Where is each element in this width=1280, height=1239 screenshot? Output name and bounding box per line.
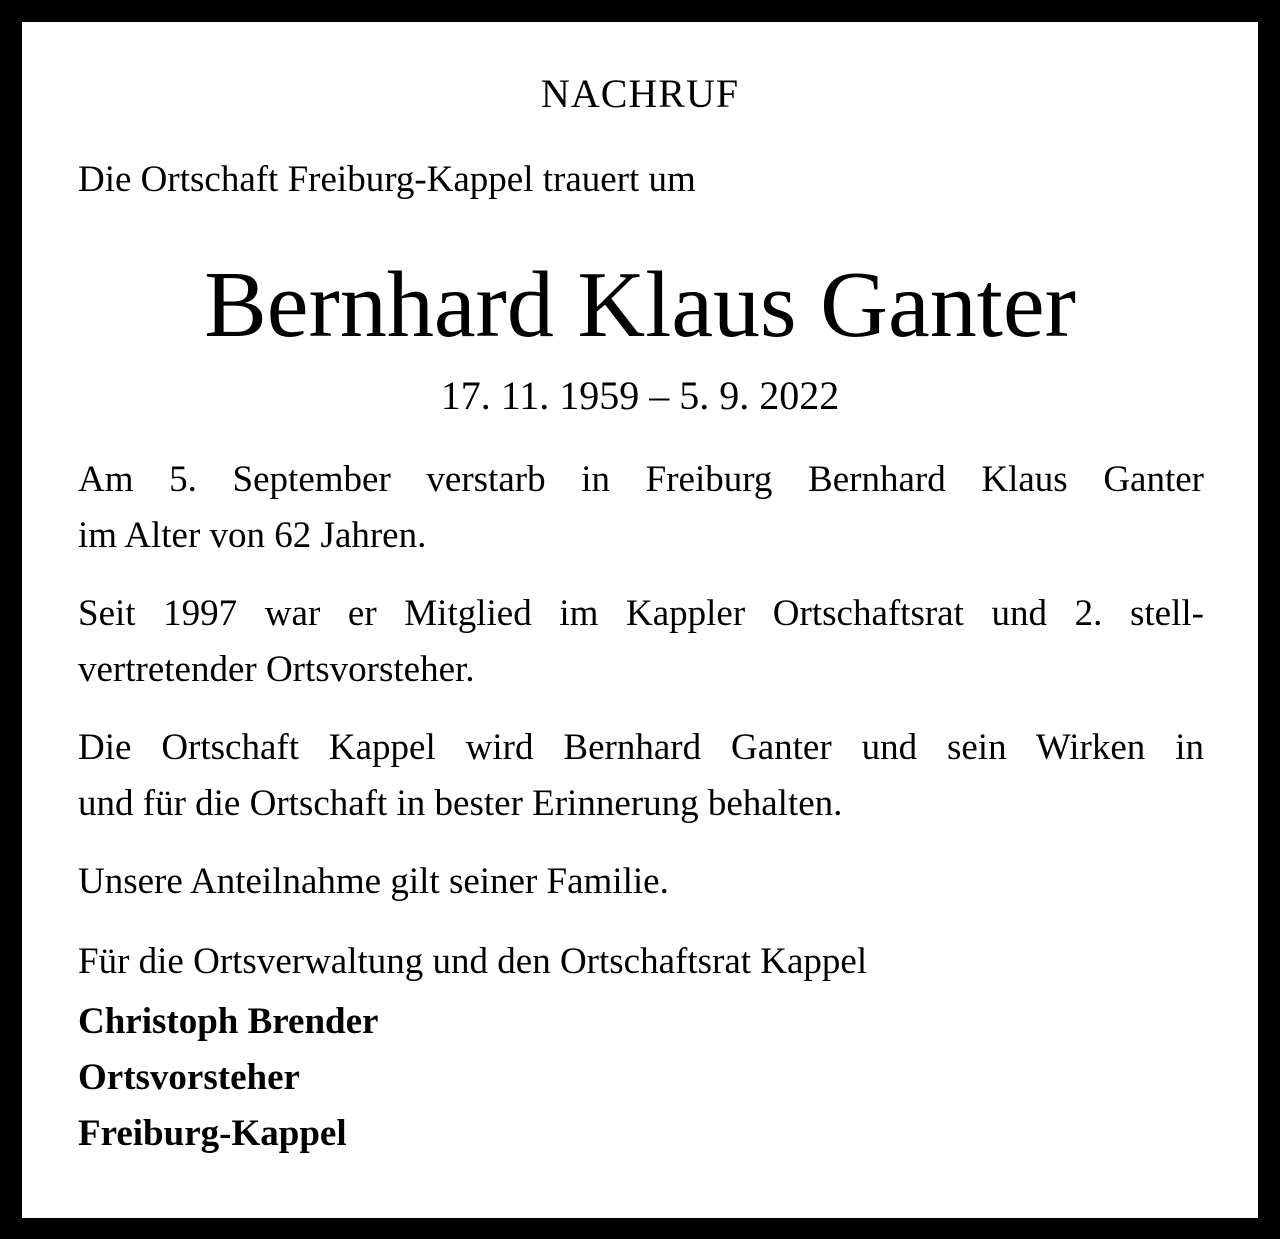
notice-heading: NACHRUF bbox=[540, 71, 740, 116]
deceased-name: Bernhard Klaus Ganter bbox=[204, 253, 1076, 357]
signatory-place: Freiburg-Kappel bbox=[78, 1113, 347, 1154]
paragraph-line: Am 5. September verstarb in Freiburg Bernhard Klaus Ganter bbox=[78, 459, 1204, 500]
paragraph-line: Seit 1997 war er Mitglied im Kappler Ortschaftsrat und 2. stell- bbox=[78, 593, 1204, 634]
paragraph-council-membership bbox=[78, 586, 1204, 698]
paragraph-remembrance bbox=[78, 720, 1204, 832]
intro-text: Die Ortschaft Freiburg-Kappel trauert um bbox=[78, 159, 696, 200]
paragraph-line: vertretender Ortsvorsteher. bbox=[78, 649, 475, 690]
paragraph-on-behalf bbox=[78, 934, 1204, 990]
paragraph-condolences bbox=[78, 854, 1204, 910]
signatory-title: Ortsvorsteher bbox=[78, 1057, 300, 1098]
paragraph-line: Für die Ortsverwaltung und den Ortschaftsrat Kappel bbox=[78, 941, 868, 982]
life-dates: 17. 11. 1959 – 5. 9. 2022 bbox=[440, 373, 840, 418]
signatory-name: Christoph Brender bbox=[78, 1001, 379, 1042]
paragraph-line: im Alter von 62 Jahren. bbox=[78, 515, 427, 556]
obituary-notice bbox=[22, 22, 1258, 1218]
paragraph-line: Die Ortschaft Kappel wird Bernhard Ganter und sein Wirken in bbox=[78, 727, 1204, 768]
paragraph-line: und für die Ortschaft in bester Erinnerung behalten. bbox=[78, 783, 843, 824]
paragraph-death-notice bbox=[78, 452, 1204, 564]
paragraph-line: Unsere Anteilnahme gilt seiner Familie. bbox=[78, 861, 669, 902]
